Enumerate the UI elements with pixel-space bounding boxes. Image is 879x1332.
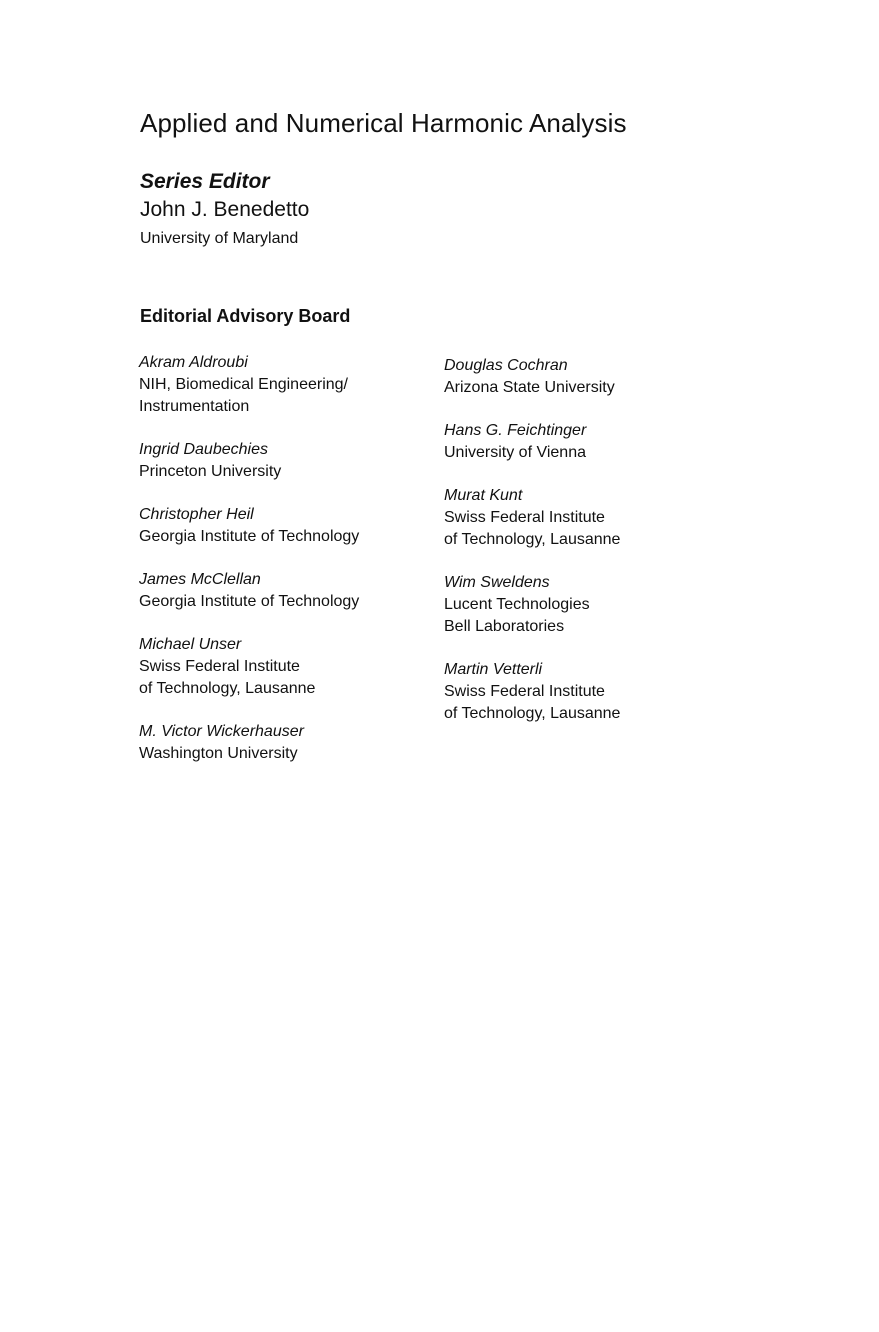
series-editor-block [140, 168, 309, 254]
board-member [444, 485, 744, 551]
member-name: Wim Sweldens [444, 574, 550, 591]
member-affiliation: Arizona State University [444, 379, 615, 396]
member-affiliation: Instrumentation [139, 398, 250, 415]
board-member [139, 721, 439, 765]
board-member [444, 355, 744, 399]
series-editor-name: John J. Benedetto [140, 198, 310, 221]
series-title: Applied and Numerical Harmonic Analysis [140, 108, 627, 138]
member-affiliation: University of Vienna [444, 444, 586, 461]
board-member [444, 420, 744, 464]
member-affiliation: Princeton University [139, 463, 282, 480]
board-member [139, 504, 439, 548]
member-affiliation: Washington University [139, 745, 298, 762]
series-editor-affiliation: University of Maryland [140, 230, 299, 247]
member-affiliation: Swiss Federal Institute [444, 509, 605, 526]
member-affiliation: Swiss Federal Institute [444, 683, 605, 700]
member-name: Christopher Heil [139, 506, 254, 523]
member-affiliation: of Technology, Lausanne [139, 680, 316, 697]
board-member [139, 352, 439, 418]
member-name: Michael Unser [139, 636, 242, 653]
board-member [444, 659, 744, 725]
member-name: Ingrid Daubechies [139, 441, 268, 458]
member-affiliation: Georgia Institute of Technology [139, 593, 360, 610]
board-member [139, 439, 439, 483]
member-name: Akram Aldroubi [139, 354, 248, 371]
member-affiliation: Bell Laboratories [444, 618, 565, 635]
board-member [444, 572, 744, 638]
board-member [139, 634, 439, 700]
member-affiliation: Georgia Institute of Technology [139, 528, 360, 545]
series-editor-label: Series Editor [140, 170, 270, 193]
member-name: M. Victor Wickerhauser [139, 723, 304, 740]
member-affiliation: Lucent Technologies [444, 596, 590, 613]
member-name: James McClellan [139, 571, 261, 588]
board-column-left [139, 352, 439, 786]
board-heading: Editorial Advisory Board [140, 306, 351, 326]
member-affiliation: Swiss Federal Institute [139, 658, 300, 675]
member-affiliation: of Technology, Lausanne [444, 705, 621, 722]
board-column-right [444, 355, 744, 746]
member-affiliation: of Technology, Lausanne [444, 531, 621, 548]
member-name: Hans G. Feichtinger [444, 422, 587, 439]
member-name: Martin Vetterli [444, 661, 543, 678]
member-affiliation: NIH, Biomedical Engineering/ [139, 376, 348, 393]
member-name: Murat Kunt [444, 487, 523, 504]
board-member [139, 569, 439, 613]
member-name: Douglas Cochran [444, 357, 568, 374]
